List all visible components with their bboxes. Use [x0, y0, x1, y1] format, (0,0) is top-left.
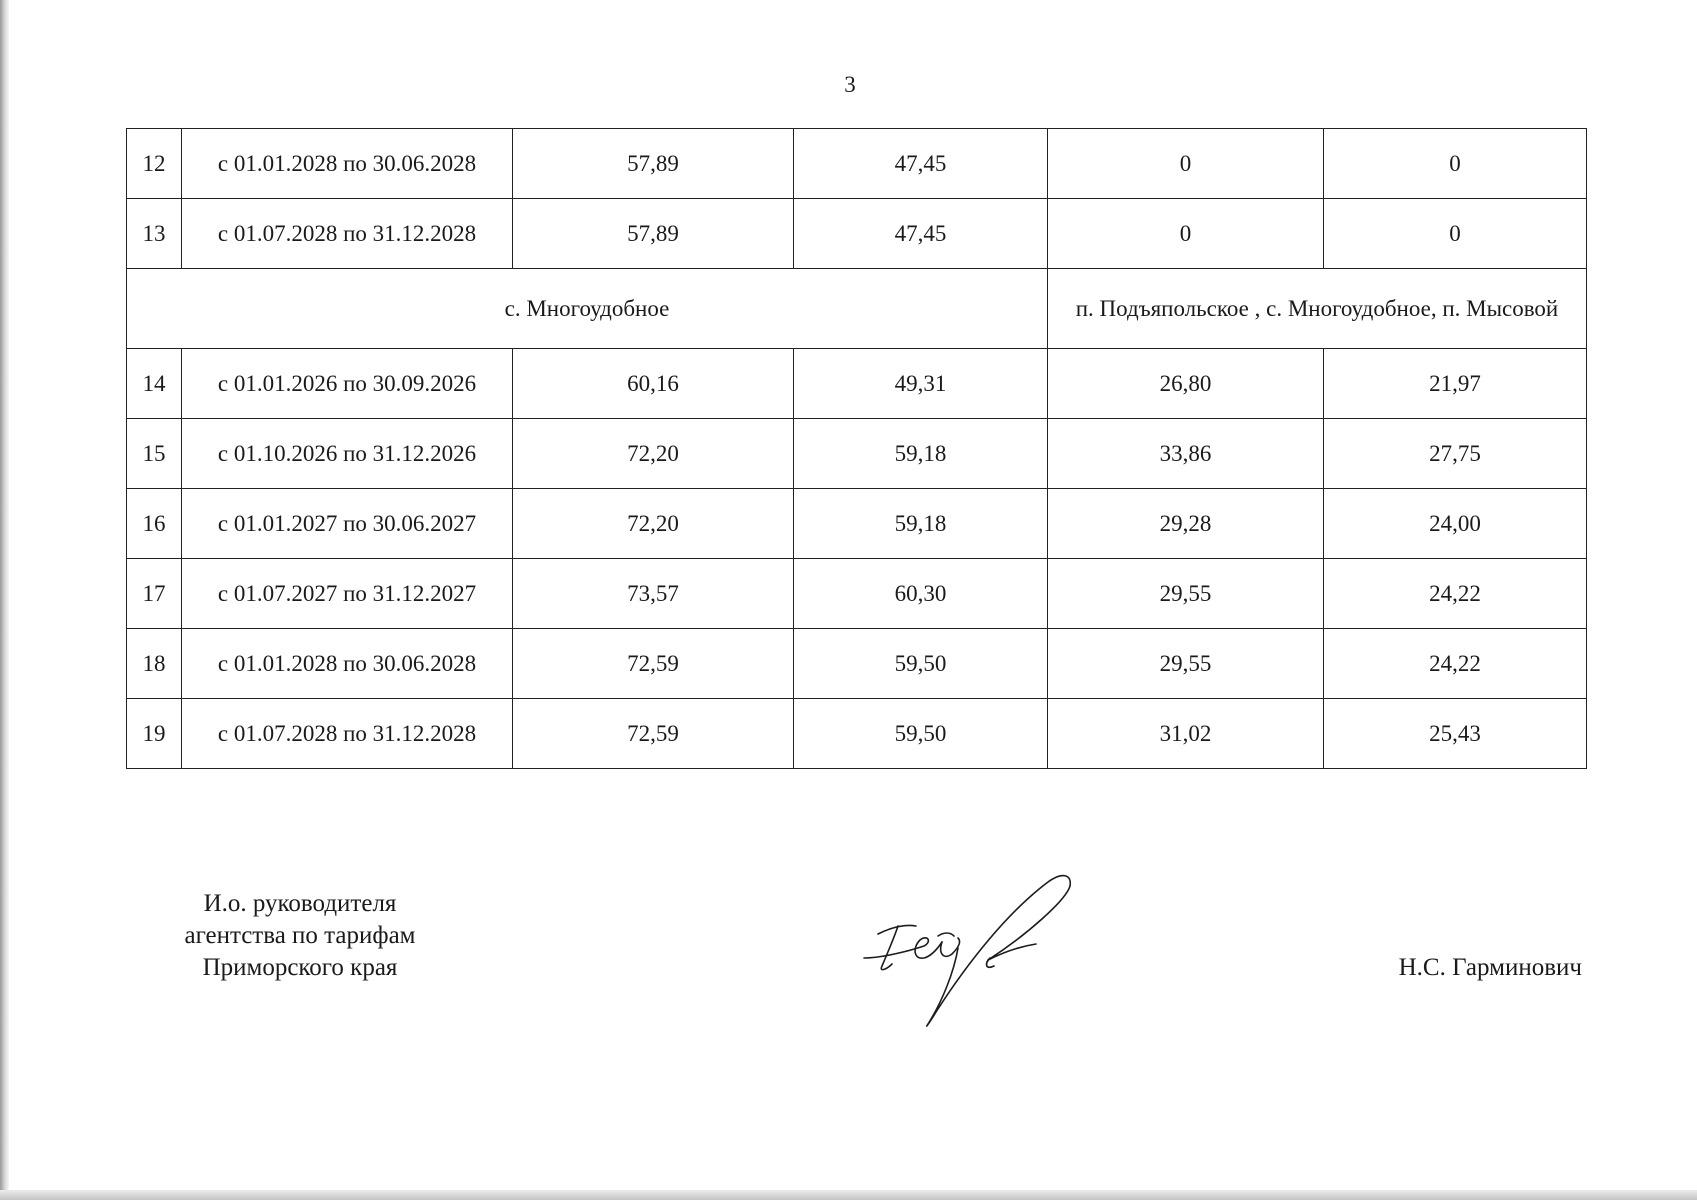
row-number: 14: [127, 349, 182, 419]
table-row: [127, 129, 1587, 199]
row-number: 19: [127, 699, 182, 769]
page-number: 3: [844, 72, 856, 97]
row-value-1: 57,89: [513, 199, 794, 269]
row-value-3: 31,02: [1048, 699, 1324, 769]
row-value-2: 59,18: [794, 419, 1048, 489]
row-value-3: 29,55: [1048, 559, 1324, 629]
table-row: [127, 199, 1587, 269]
row-period: с 01.07.2027 по 31.12.2027: [182, 559, 513, 629]
row-value-3: 29,55: [1048, 629, 1324, 699]
row-value-1: 73,57: [513, 559, 794, 629]
row-value-2: 59,50: [794, 699, 1048, 769]
row-value-1: 72,59: [513, 629, 794, 699]
row-period: с 01.07.2028 по 31.12.2028: [182, 199, 513, 269]
signatory-line-2: агентства по тарифам: [184, 922, 416, 949]
row-value-2: 47,45: [794, 199, 1048, 269]
row-value-4: 24,22: [1324, 629, 1587, 699]
row-value-3: 26,80: [1048, 349, 1324, 419]
row-value-2: 47,45: [794, 129, 1048, 199]
row-number: 15: [127, 419, 182, 489]
row-value-3: 0: [1048, 199, 1324, 269]
tariff-table: [126, 128, 1587, 769]
row-period: с 01.07.2028 по 31.12.2028: [182, 699, 513, 769]
row-value-1: 72,59: [513, 699, 794, 769]
row-period: с 01.01.2026 по 30.09.2026: [182, 349, 513, 419]
signatory-title: [140, 888, 460, 984]
row-value-4: 0: [1324, 129, 1587, 199]
row-value-2: 59,18: [794, 489, 1048, 559]
row-number: 16: [127, 489, 182, 559]
table-row: [127, 559, 1587, 629]
table-row: [127, 419, 1587, 489]
row-value-1: 57,89: [513, 129, 794, 199]
scan-edge-left: [0, 0, 9, 1200]
row-value-3: 0: [1048, 129, 1324, 199]
row-value-1: 72,20: [513, 489, 794, 559]
table-row: [127, 699, 1587, 769]
scan-edge-bottom: [0, 1190, 1697, 1200]
signatory-line-1: И.о. руководителя: [203, 890, 397, 917]
row-value-4: 27,75: [1324, 419, 1587, 489]
row-value-2: 49,31: [794, 349, 1048, 419]
table-row: [127, 489, 1587, 559]
row-value-3: 33,86: [1048, 419, 1324, 489]
table-row: [127, 349, 1587, 419]
group-header-right: п. Подъяпольское , с. Многоудобное, п. Мысовой: [1048, 269, 1587, 349]
row-number: 17: [127, 559, 182, 629]
row-value-1: 72,20: [513, 419, 794, 489]
row-value-3: 29,28: [1048, 489, 1324, 559]
row-value-4: 24,22: [1324, 559, 1587, 629]
signer-name: Н.С. Гарминович: [1398, 954, 1582, 981]
row-period: с 01.01.2028 по 30.06.2028: [182, 129, 513, 199]
handwritten-signature: [858, 862, 1098, 1032]
row-value-1: 60,16: [513, 349, 794, 419]
row-value-2: 59,50: [794, 629, 1048, 699]
row-period: с 01.01.2027 по 30.06.2027: [182, 489, 513, 559]
row-value-4: 25,43: [1324, 699, 1587, 769]
row-value-2: 60,30: [794, 559, 1048, 629]
row-value-4: 24,00: [1324, 489, 1587, 559]
row-value-4: 21,97: [1324, 349, 1587, 419]
group-header-left: с. Многоудобное: [127, 269, 1048, 349]
row-period: с 01.10.2026 по 31.12.2026: [182, 419, 513, 489]
row-number: 18: [127, 629, 182, 699]
row-period: с 01.01.2028 по 30.06.2028: [182, 629, 513, 699]
signatory-line-3: Приморского края: [202, 954, 398, 981]
table-row: [127, 629, 1587, 699]
row-number: 13: [127, 199, 182, 269]
group-header-row: [127, 269, 1587, 349]
row-number: 12: [127, 129, 182, 199]
row-value-4: 0: [1324, 199, 1587, 269]
